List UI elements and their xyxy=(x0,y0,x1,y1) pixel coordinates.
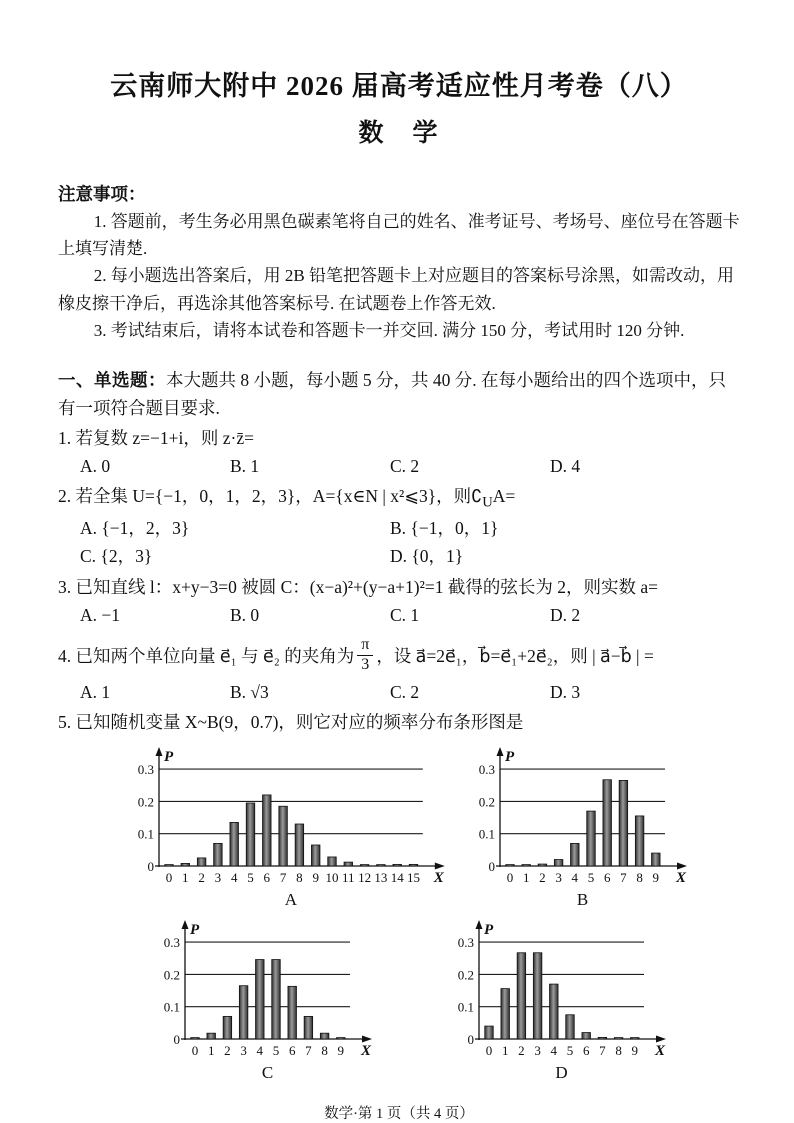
question-4-stem-post: ，设 a⃗=2e⃗₁，b⃗=e⃗₁+2e⃗₂，则 | a⃗−b⃗ | = xyxy=(376,645,654,666)
question-4-option-d: D. 3 xyxy=(550,681,581,702)
chart-option-A xyxy=(126,744,449,915)
bar xyxy=(571,843,580,866)
question-3 xyxy=(58,574,740,629)
x-tick-label: 13 xyxy=(374,870,388,886)
chart-C-svg xyxy=(152,917,376,1083)
x-tick-label: 6 xyxy=(603,870,611,886)
bar xyxy=(550,984,559,1039)
question-4 xyxy=(58,634,740,706)
x-tick-label: 3 xyxy=(555,870,562,886)
bar xyxy=(538,864,547,866)
y-tick-label: 0 xyxy=(488,859,495,875)
x-tick-label: 0 xyxy=(191,1043,199,1059)
x-tick-label: 0 xyxy=(506,870,514,886)
x-tick-label: 14 xyxy=(390,870,404,886)
x-tick-label: 1 xyxy=(207,1043,215,1059)
bar xyxy=(377,865,386,866)
bar xyxy=(522,865,531,866)
bar xyxy=(501,989,510,1039)
y-tick-label: 0.1 xyxy=(137,826,154,842)
question-2-option-b: B. {−1，0，1} xyxy=(390,518,499,539)
bar xyxy=(631,1038,640,1039)
x-tick-label: 6 xyxy=(288,1043,296,1059)
chart-letter: C xyxy=(261,1063,274,1083)
x-tick-label: 2 xyxy=(518,1043,525,1059)
question-2-option-d: D. {0，1} xyxy=(390,546,464,567)
bar xyxy=(181,863,190,866)
x-axis-arrow xyxy=(656,1036,666,1043)
x-tick-label: 4 xyxy=(256,1043,264,1059)
section-desc: 本大题共 8 小题，每小题 5 分，共 40 分. 在每小题给出的四个选项中，只有一项符合题目要求. xyxy=(58,369,726,418)
question-3-stem: 3. 已知直线 l：x+y−3=0 被圆 C：(x−a)²+(y−a+1)²=1 截得的弦长为 2，则实数 a= xyxy=(58,576,658,597)
y-tick-label: 0.1 xyxy=(457,999,474,1015)
question-1-options xyxy=(58,453,740,480)
bar xyxy=(393,864,402,866)
question-4-option-c: C. 2 xyxy=(390,681,420,702)
y-tick-label: 0.1 xyxy=(478,826,495,842)
x-tick-label: 4 xyxy=(550,1043,558,1059)
y-tick-label: 0.3 xyxy=(457,935,474,951)
x-tick-label: 6 xyxy=(582,1043,590,1059)
bar xyxy=(328,857,337,866)
bar xyxy=(207,1033,216,1039)
bar xyxy=(598,1037,607,1039)
bar xyxy=(614,1038,623,1039)
bar xyxy=(256,960,264,1039)
chart-option-D xyxy=(446,917,670,1088)
bar xyxy=(246,803,255,866)
x-tick-label: 1 xyxy=(522,870,530,886)
bar xyxy=(409,864,418,866)
question-3-options xyxy=(58,602,740,629)
x-tick-label: 6 xyxy=(263,870,271,886)
notice-item-1: 1. 答题前，考生务必用黑色碳素笔将自己的姓名、准考证号、考场号、座位号在答题卡上填写清楚. xyxy=(58,212,740,259)
fraction-denominator: 3 xyxy=(361,656,370,674)
bar xyxy=(197,858,206,866)
chart-letter: A xyxy=(284,890,298,910)
question-4-option-a: A. 1 xyxy=(80,681,111,702)
y-tick-label: 0.3 xyxy=(137,762,154,778)
x-tick-label: 9 xyxy=(631,1043,639,1059)
chart-option-B xyxy=(467,744,691,915)
question-5-charts xyxy=(58,744,740,1088)
chart-A-svg xyxy=(126,744,449,910)
x-tick-label: 2 xyxy=(198,870,205,886)
bar xyxy=(619,780,628,866)
notice-item-3: 3. 考试结束后，请将本试卷和答题卡一并交回. 满分 150 分，考试用时 120 分钟. xyxy=(93,320,685,340)
question-1-option-b: B. 1 xyxy=(230,456,260,477)
section-heading xyxy=(58,366,740,422)
x-tick-label: 1 xyxy=(501,1043,509,1059)
bar xyxy=(506,865,515,866)
bar xyxy=(295,824,304,866)
x-tick-label: 4 xyxy=(230,870,238,886)
fraction-numerator: π xyxy=(357,637,373,656)
question-2-stem xyxy=(58,483,740,514)
y-axis-label: P xyxy=(190,922,200,939)
x-tick-label: 7 xyxy=(620,870,627,886)
x-tick-label: 5 xyxy=(566,1043,574,1059)
question-2-options-row-1 xyxy=(58,515,740,542)
question-1-option-a: A. 0 xyxy=(80,456,111,477)
chart-option-C xyxy=(152,917,376,1088)
pi-over-3-fraction xyxy=(357,637,373,674)
bar xyxy=(311,845,320,866)
x-tick-label: 2 xyxy=(224,1043,231,1059)
bar xyxy=(214,843,223,866)
notice-item-2: 2. 每小题选出答案后，用 2B 铅笔把答题卡上对应题目的答案标号涂黑，如需改动，用橡皮擦干净后，再选涂其他答案标号. 在试题卷上作答无效. xyxy=(58,266,735,313)
question-2-option-a: A. {−1，2，3} xyxy=(80,518,190,539)
y-axis-label: P xyxy=(164,749,174,766)
bar xyxy=(304,1016,313,1039)
x-tick-label: 7 xyxy=(305,1043,312,1059)
y-tick-label: 0 xyxy=(173,1032,180,1048)
x-axis-arrow xyxy=(677,863,687,870)
y-axis-arrow xyxy=(156,747,163,756)
x-axis-label: X xyxy=(433,870,444,887)
x-tick-label: 4 xyxy=(571,870,579,886)
notice-section xyxy=(58,181,740,344)
question-1-stem: 1. 若复数 z=−1+i，则 z·z̄= xyxy=(58,427,254,448)
question-5-stem: 5. 已知随机变量 X~B(9，0.7)，则它对应的频率分布条形图是 xyxy=(58,711,524,732)
question-4-option-b: B. √3 xyxy=(230,681,269,702)
bar xyxy=(337,1038,346,1039)
x-tick-label: 8 xyxy=(636,870,643,886)
charts-row-2 xyxy=(58,917,740,1088)
bar xyxy=(517,953,526,1039)
bar xyxy=(344,862,353,866)
question-2 xyxy=(58,483,740,570)
bar xyxy=(533,953,542,1039)
x-tick-label: 11 xyxy=(342,870,355,886)
x-tick-label: 5 xyxy=(272,1043,280,1059)
bar xyxy=(320,1033,329,1039)
x-tick-label: 3 xyxy=(240,1043,247,1059)
bar xyxy=(603,780,612,866)
x-tick-label: 0 xyxy=(485,1043,493,1059)
bar xyxy=(554,860,563,866)
y-tick-label: 0.1 xyxy=(163,999,180,1015)
question-3-option-d: D. 2 xyxy=(550,604,581,625)
chart-D-svg xyxy=(446,917,670,1083)
y-axis-label: P xyxy=(505,749,515,766)
question-2-stem-post: A= xyxy=(492,486,516,507)
chart-letter: D xyxy=(555,1063,568,1083)
y-tick-label: 0.3 xyxy=(478,762,495,778)
x-tick-label: 15 xyxy=(407,870,420,886)
x-tick-label: 1 xyxy=(182,870,189,886)
x-tick-label: 8 xyxy=(321,1043,328,1059)
bar xyxy=(279,806,288,866)
y-axis-arrow xyxy=(476,920,483,929)
bar xyxy=(635,816,644,866)
question-2-stem-pre: 2. 若全集 U={−1，0，1，2，3}，A={x∈N | x²⩽3}，则∁ xyxy=(58,486,483,507)
question-2-option-c: C. {2，3} xyxy=(80,546,153,567)
x-tick-label: 7 xyxy=(599,1043,606,1059)
x-tick-label: 9 xyxy=(312,870,319,886)
bar xyxy=(165,865,174,866)
page-subtitle: 数 学 xyxy=(358,120,440,147)
x-tick-label: 7 xyxy=(279,870,287,886)
page-footer: 数学·第 1 页（共 4 页） xyxy=(324,1106,474,1123)
x-axis-label: X xyxy=(360,1043,372,1060)
charts-row-1 xyxy=(58,744,740,915)
question-3-option-c: C. 1 xyxy=(390,604,420,625)
x-axis-label: X xyxy=(675,870,687,887)
question-4-options xyxy=(58,679,740,706)
bar xyxy=(223,1016,232,1039)
y-tick-label: 0.2 xyxy=(478,794,495,810)
x-tick-label: 8 xyxy=(615,1043,622,1059)
x-tick-label: 12 xyxy=(358,870,372,886)
bar xyxy=(191,1038,200,1039)
bar xyxy=(360,865,369,866)
x-axis-label: X xyxy=(654,1043,666,1060)
x-tick-label: 9 xyxy=(337,1043,345,1059)
question-4-stem xyxy=(58,634,740,678)
x-tick-label: 3 xyxy=(534,1043,541,1059)
y-tick-label: 0.2 xyxy=(457,967,474,983)
bar xyxy=(652,853,661,866)
question-2-stem-sub: U xyxy=(482,494,493,511)
bar xyxy=(239,986,248,1039)
x-axis-arrow xyxy=(435,863,445,870)
bar xyxy=(230,822,239,866)
question-1 xyxy=(58,425,740,480)
bar xyxy=(485,1026,494,1039)
x-axis-arrow xyxy=(362,1036,372,1043)
question-1-option-d: D. 4 xyxy=(550,456,581,477)
bar xyxy=(582,1033,591,1039)
question-1-option-c: C. 2 xyxy=(390,456,420,477)
x-tick-label: 8 xyxy=(296,870,303,886)
x-tick-label: 3 xyxy=(214,870,222,886)
question-2-options-row-2 xyxy=(58,543,740,570)
bar xyxy=(288,986,297,1039)
y-axis-label: P xyxy=(484,922,494,939)
y-tick-label: 0 xyxy=(147,859,154,875)
x-tick-label: 5 xyxy=(247,870,254,886)
section-label: 一、单选题： xyxy=(58,369,166,390)
x-tick-label: 9 xyxy=(652,870,660,886)
question-5 xyxy=(58,709,740,736)
question-3-option-a: A. −1 xyxy=(80,604,121,625)
notice-heading: 注意事项： xyxy=(58,184,146,204)
y-tick-label: 0.2 xyxy=(163,967,180,983)
y-tick-label: 0.2 xyxy=(137,794,154,810)
x-tick-label: 0 xyxy=(165,870,173,886)
y-axis-arrow xyxy=(182,920,189,929)
bar xyxy=(587,811,596,866)
x-tick-label: 2 xyxy=(539,870,546,886)
y-tick-label: 0.3 xyxy=(163,935,180,951)
chart-B-svg xyxy=(467,744,691,910)
chart-letter: B xyxy=(576,890,589,910)
page-title: 云南师大附中 2026 届高考适应性月考卷（八） xyxy=(110,71,688,101)
y-tick-label: 0 xyxy=(467,1032,474,1048)
question-4-stem-pre: 4. 已知两个单位向量 e⃗₁ 与 e⃗₂ 的夹角为 xyxy=(58,645,355,666)
y-axis-arrow xyxy=(497,747,504,756)
bar xyxy=(263,795,272,866)
question-3-option-b: B. 0 xyxy=(230,604,260,625)
x-tick-label: 5 xyxy=(587,870,595,886)
x-tick-label: 10 xyxy=(325,870,339,886)
bar xyxy=(566,1015,575,1039)
bar xyxy=(272,960,281,1039)
